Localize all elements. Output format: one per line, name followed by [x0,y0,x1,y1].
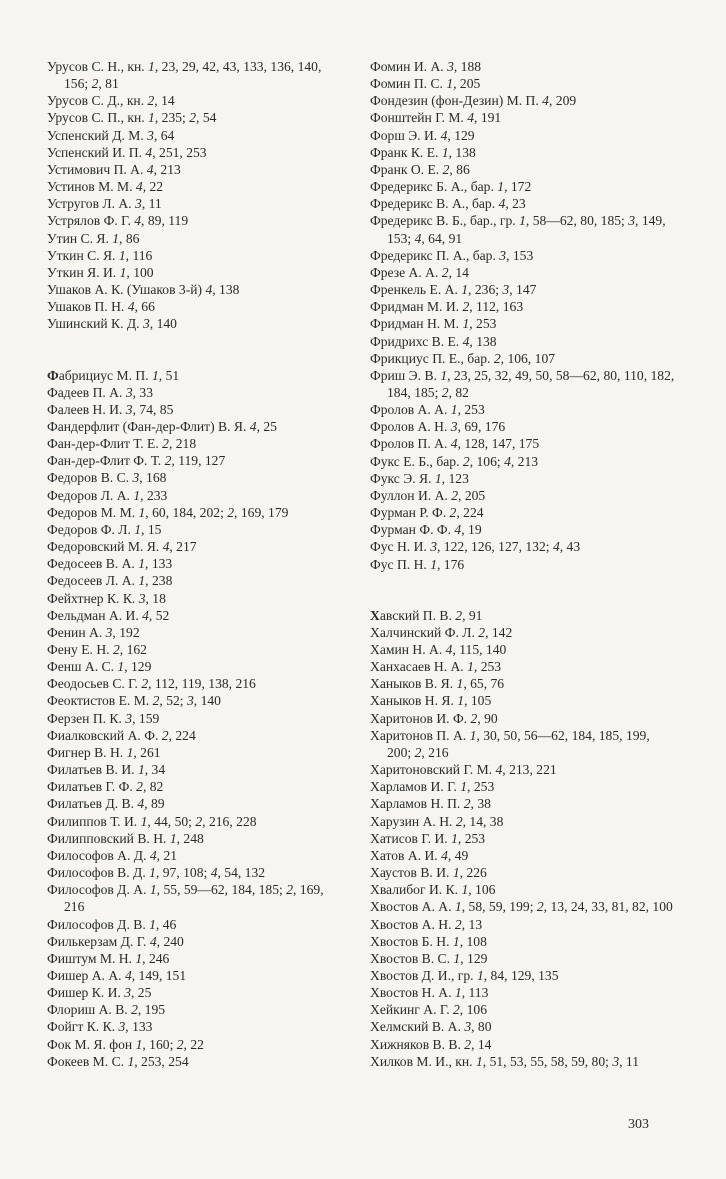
index-entry: Хвостов А. А. 1, 58, 59, 199; 2, 13, 24, 33, 81, 82, 100 [370,899,673,915]
index-entry: Устимович П. А. 4, 213 [47,161,181,177]
index-entry: Фишер К. И. 3, 25 [47,985,152,1001]
section-gap [47,333,347,367]
index-entry: Хилков М. И., кн. 1, 51, 53, 55, 58, 59, 80; 3, 11 [370,1053,639,1069]
index-entry: Фандерфлит (Фан-дер-Флит) В. Я. 4, 25 [47,418,277,434]
index-entry: Феодосьев С. Г. 2, 112, 119, 138, 216 [47,676,256,692]
index-entry: Ферзен П. К. 3, 159 [47,710,160,726]
index-entry: Флориш А. В. 2, 195 [47,1002,166,1018]
index-entry: Фондезин (фон-Дезин) М. П. 4, 209 [370,93,577,109]
index-entry: Фуллон И. А. 2, 205 [370,487,486,503]
index-entry: Фредерикс Б. А., бар. 1, 172 [370,179,532,195]
index-entry: Фредерикс В. А., бар. 4, 23 [370,196,526,212]
index-entry: Уткин С. Я. 1, 116 [47,247,153,263]
index-entry: Филькерзам Д. Г. 4, 240 [47,933,184,949]
index-entry: Хейкинг А. Г. 2, 106 [370,1002,487,1018]
index-entry: Фридрихс В. Е. 4, 138 [370,333,497,349]
index-entry: Фок М. Я. фон 1, 160; 2, 22 [47,1036,204,1052]
index-entry: Фомин И. А. 3, 188 [370,59,482,74]
index-entry: Филиппов Т. И. 1, 44, 50; 2, 216, 228 [47,813,257,829]
index-entry: Хвалибог И. К. 1, 106 [370,882,496,898]
index-entry: Френкель Е. А. 1, 236; 3, 147 [370,282,537,298]
index-entry: Хатисов Г. И. 1, 253 [370,830,486,846]
index-entry: Хелмский В. А. 3, 80 [370,1019,492,1035]
index-entry: Хвостов Н. А. 1, 113 [370,985,489,1001]
index-entry: Уткин Я. И. 1, 100 [47,264,154,280]
index-entry: Фалеев Н. И. 3, 74, 85 [47,401,174,417]
index-entry: Фишер А. А. 4, 149, 151 [47,967,187,983]
index-entry: Фурман Ф. Ф. 4, 19 [370,522,482,538]
index-entry: Ханыков Н. Я. 1, 105 [370,693,492,709]
index-entry: Франк К. Е. 1, 138 [370,144,476,160]
index-entry: Фредерикс В. Б., бар., гр. 1, 58—62, 80, 185; 3, 149, 153; 4, 64, 91 [370,213,666,246]
index-entry: Фан-дер-Флит Ф. Т. 2, 119, 127 [47,453,226,469]
index-entry: Ханыков В. Я. 1, 65, 76 [370,676,505,692]
index-column-left [47,58,347,1070]
index-entry: Хамин Н. А. 4, 115, 140 [370,642,507,657]
index-entry: Устрялов Ф. Г. 4, 89, 119 [47,213,189,229]
index-entry: Харитоновский Г. М. 4, 213, 221 [370,762,557,778]
index-entry: Филатьев Д. В. 4, 89 [47,796,165,812]
index-entry: Федоров Л. А. 1, 233 [47,487,168,503]
index-entry: Хатов А. И. 4, 49 [370,847,469,863]
index-entry: Фейхтнер К. К. 3, 18 [47,590,166,606]
index-entry: Федосеев В. А. 1, 133 [47,556,173,572]
index-entry: Хавский П. В. 2, 91 [370,607,483,623]
index-entry: Утин С. Я. 1, 86 [47,230,140,246]
index-entry: Фролов А. А. 1, 253 [370,402,485,418]
index-entry: Фукс Е. Б., бар. 2, 106; 4, 213 [370,453,539,469]
index-entry: Харитонов И. Ф. 2, 90 [370,710,498,726]
index-entry: Фадеев П. А. 3, 33 [47,384,153,400]
index-entry: Фредерикс П. А., бар. 3, 153 [370,247,534,263]
index-entry: Филипповский В. Н. 1, 248 [47,830,204,846]
index-entry: Форш Э. И. 4, 129 [370,127,475,143]
index-entry: Харламов Н. П. 2, 38 [370,796,491,812]
index-entry: Фус П. Н. 1, 176 [370,556,465,572]
index-entry: Фан-дер-Флит Т. Е. 2, 218 [47,436,197,452]
index-entry: Филатьев В. И. 1, 34 [47,762,166,778]
index-entry: Фукс Э. Я. 1, 123 [370,470,469,486]
index-entry: Федоровский М. Я. 4, 217 [47,539,197,555]
index-entry: Фену Е. Н. 2, 162 [47,642,147,657]
index-entry: Фролов А. Н. 3, 69, 176 [370,419,506,435]
index-entry: Ханхасаев Н. А. 1, 253 [370,659,502,675]
index-entry: Фигнер В. Н. 1, 261 [47,744,161,760]
index-entry: Фиалковский А. Ф. 2, 224 [47,727,196,743]
index-entry: Философов Д. А. 1, 55, 59—62, 184, 185; 2, 169, 216 [47,882,324,915]
index-entry: Федоров М. М. 1, 60, 184, 202; 2, 169, 179 [47,504,289,520]
index-entry: Фус Н. И. 3, 122, 126, 127, 132; 4, 43 [370,539,581,555]
index-entry: Урусов С. П., кн. 1, 235; 2, 54 [47,110,217,126]
index-entry: Фомин П. С. 1, 205 [370,76,481,92]
index-entry: Успенский И. П. 4, 251, 253 [47,144,207,160]
index-entry: Фенин А. 3, 192 [47,624,140,640]
index-entry: Фабрициус М. П. 1, 51 [47,367,180,383]
index-entry: Хаустов В. И. 1, 226 [370,865,487,881]
index-entry: Франк О. Е. 2, 86 [370,161,470,177]
index-entry: Филатьев Г. Ф. 2, 82 [47,779,164,795]
index-entry: Фонштейн Г. М. 4, 191 [370,110,502,126]
index-entry: Харламов И. Г. 1, 253 [370,779,495,795]
index-entry: Фокеев М. С. 1, 253, 254 [47,1053,189,1069]
index-entry: Хвостов А. Н. 2, 13 [370,916,483,932]
index-entry: Фенш А. С. 1, 129 [47,659,152,675]
index-entry: Философов В. Д. 1, 97, 108; 4, 54, 132 [47,865,266,881]
index-entry: Урусов С. Д., кн. 2, 14 [47,93,175,109]
index-entry: Успенский Д. М. 3, 64 [47,127,175,143]
section-gap [370,573,676,607]
index-entry: Хвостов Д. И., гр. 1, 84, 129, 135 [370,967,559,983]
index-entry: Федоров В. С. 3, 168 [47,470,167,486]
index-entry: Харитонов П. А. 1, 30, 50, 56—62, 184, 185, 199, 200; 2, 216 [370,727,650,760]
index-entry: Философов Д. В. 1, 46 [47,916,177,932]
index-entry: Ушаков А. К. (Ушаков 3-й) 4, 138 [47,282,240,298]
index-column-right [370,58,676,1070]
index-entry: Фридман М. И. 2, 112, 163 [370,299,524,315]
index-entry: Хвостов Б. Н. 1, 108 [370,933,487,949]
index-entry: Фиштум М. Н. 1, 246 [47,950,170,966]
index-entry: Фридман Н. М. 1, 253 [370,316,497,332]
index-entry: Фрикциус П. Е., бар. 2, 106, 107 [370,350,556,366]
index-entry: Феоктистов Е. М. 2, 52; 3, 140 [47,693,221,709]
index-entry: Харузин А. Н. 2, 14, 38 [370,813,504,829]
page-number: 303 [628,1117,649,1132]
index-entry: Фролов П. А. 4, 128, 147, 175 [370,436,540,452]
index-entry: Устинов М. М. 4, 22 [47,179,164,195]
index-entry: Фрезе А. А. 2, 14 [370,264,469,280]
index-entry: Халчинский Ф. Л. 2, 142 [370,624,513,640]
index-entry: Ушаков П. Н. 4, 66 [47,299,155,315]
index-entry: Фриш Э. В. 1, 23, 25, 32, 49, 50, 58—62, 80, 110, 182, 184, 185; 2, 82 [370,367,675,400]
index-entry: Хвостов В. С. 1, 129 [370,950,488,966]
index-entry: Урусов С. Н., кн. 1, 23, 29, 42, 43, 133, 136, 140, 156; 2, 81 [47,59,322,92]
index-entry: Ушинский К. Д. 3, 140 [47,316,177,332]
index-entry: Фойгт К. К. 3, 133 [47,1019,153,1035]
index-entry: Хижняков В. В. 2, 14 [370,1036,492,1052]
index-entry: Фурман Р. Ф. 2, 224 [370,505,484,521]
index-entry: Федосеев Л. А. 1, 238 [47,573,173,589]
index-entry: Фельдман А. И. 4, 52 [47,607,170,623]
index-entry: Федоров Ф. Л. 1, 15 [47,521,162,537]
index-entry: Философов А. Д. 4, 21 [47,847,178,863]
index-entry: Устругов Л. А. 3, 11 [47,196,162,212]
